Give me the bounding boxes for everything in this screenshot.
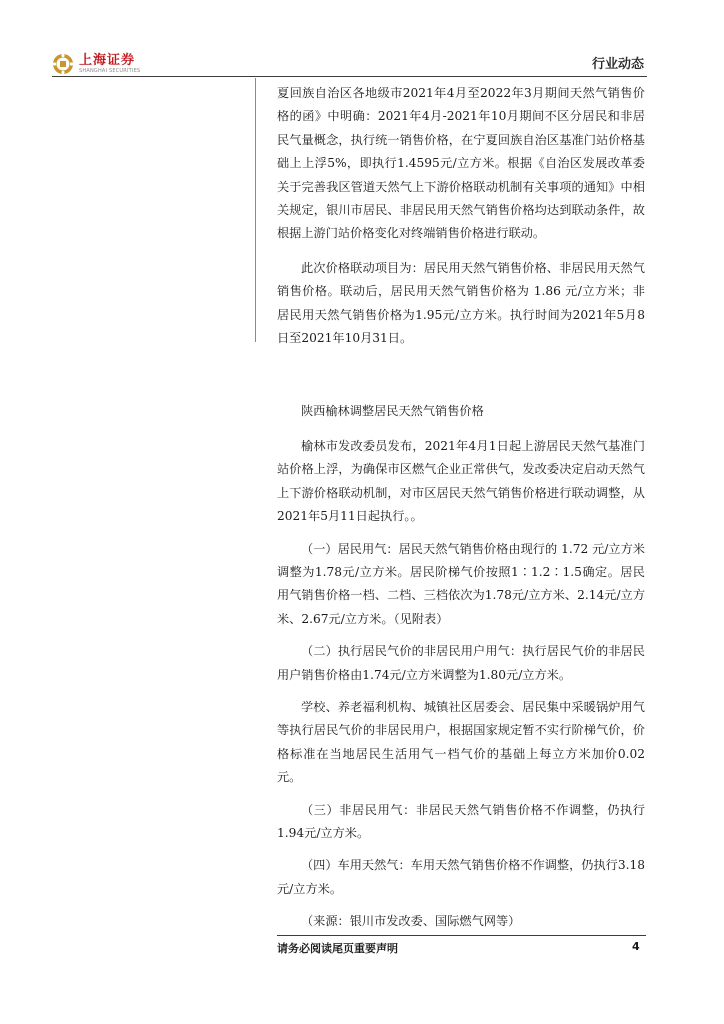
- source-note: （来源：银川市发改委、国际燃气网等）: [301, 914, 521, 929]
- paragraph-nonresidential-gas: （三）非居民用气：非居民天然气销售价格不作调整，仍执行1.94元/立方米。: [277, 802, 645, 840]
- company-logo: [52, 53, 140, 75]
- logo-name-cn: 上海证券: [79, 52, 136, 68]
- disclaimer-note: 请务必阅读尾页重要声明: [277, 942, 398, 955]
- logo-emblem-icon: [52, 53, 74, 75]
- sidebar-divider: [255, 78, 256, 342]
- footer-divider: [277, 935, 646, 936]
- report-category: 行业动态: [591, 57, 644, 72]
- paragraph-institution-users: 学校、养老福利机构、城镇社区居委会、居民集中采暖锅炉用气等执行居民气价的非居民用户，根据国家规定暂不实行阶梯气价，价格标准在当地居民生活用气一档气价的基础上每立方米加价0.02元。: [277, 699, 645, 785]
- paragraph-ningxia-pricing: 夏回族自治区各地级市2021年4月至2022年3月期间天然气销售价格的函》中明确：2021年4月-2021年10月期间不区分居民和非居民气量概念，执行统一销售价格，在宁夏回族自治区基准门站价格基础上上浮5%，即执行1.4595元/立方米。根据《自治区发展改革委关于完善我区管道天然气上下游价格联动机制有关事项的通知》中相关规定，银川市居民、非居民用天然气销售价格均达到联动条件，故根据上游门站价格变化对终端销售价格进行联动。: [277, 86, 645, 241]
- paragraph-residential-gas: （一）居民用气：居民天然气销售价格由现行的 1.72 元/立方米调整为1.78元/立方米。居民阶梯气价按照1∶1.2∶1.5确定。居民用气销售价格一档、二档、三档依次为1.78元/立方米、2.14元/立方米、2.67元/立方米。（见附表）: [277, 541, 645, 626]
- paragraph-nonresidential-users-at-residential-rate: （二）执行居民气价的非居民用户用气：执行居民气价的非居民用户销售价格由1.74元/立方米调整为1.80元/立方米。: [277, 644, 645, 682]
- paragraph-yinchuan-linkage: 此次价格联动项目为：居民用天然气销售价格、非居民用天然气销售价格。联动后，居民用天然气销售价格为 1.86 元/立方米；非居民用天然气销售价格为1.95元/立方米。执行时间为2021年5月8日至2021年10月31日。: [277, 260, 645, 346]
- page-header: [0, 0, 724, 80]
- header-divider: [52, 76, 647, 77]
- logo-name-en: SHANGHAI SECURITIES: [79, 67, 141, 74]
- page-number: 4: [632, 940, 640, 953]
- paragraph-vehicle-gas: （四）车用天然气：车用天然气销售价格不作调整，仍执行3.18元/立方米。: [277, 858, 646, 896]
- subheading-yulin: 陕西榆林调整居民天然气销售价格: [301, 404, 484, 419]
- paragraph-yulin-announcement: 榆林市发改委员发布，2021年4月1日起上游居民天然气基准门站价格上浮，为确保市区燃气企业正常供气，发改委决定启动天然气上下游价格联动机制，对市区居民天然气销售价格进行联动调整，从2021年5月11日起执行。。: [277, 438, 645, 524]
- report-body: [277, 82, 645, 943]
